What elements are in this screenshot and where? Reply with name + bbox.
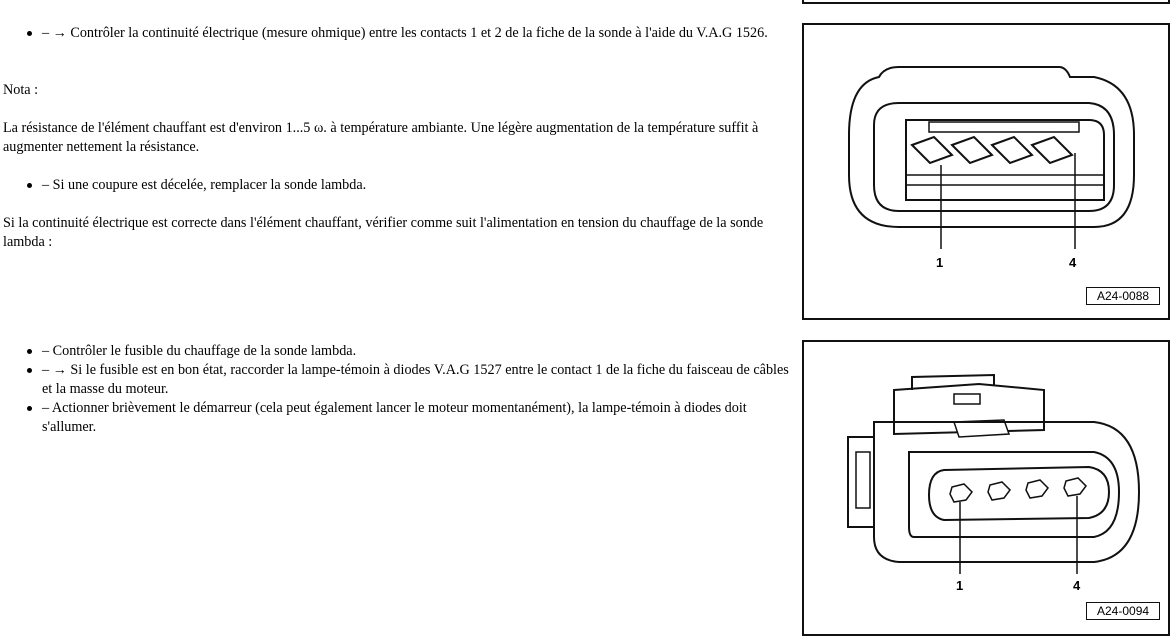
callout-contact-1: 1 xyxy=(956,578,964,593)
sensor-plug-drawing xyxy=(804,25,1168,318)
figure-sensor-plug xyxy=(802,23,1170,320)
list-item: – → Contrôler la continuité électrique (mesure ohmique) entre les contacts 1 et 2 de la fiche de la sonde à l'aide du V.A.G 1526. xyxy=(0,24,790,43)
break-found-list xyxy=(0,176,790,195)
callout-contact-1: 1 xyxy=(936,255,944,270)
list-item: – Si une coupure est décelée, remplacer la sonde lambda. xyxy=(0,176,790,195)
list-item: – Contrôler le fusible du chauffage de la sonde lambda. xyxy=(0,342,790,361)
callout-contact-4: 4 xyxy=(1073,578,1081,593)
nota-label: Nota : xyxy=(3,82,39,98)
list-item: – → Si le fusible est en bon état, raccorder la lampe-témoin à diodes V.A.G 1527 entre le contact 1 de la fiche du faisceau de câbles et la masse du moteur. xyxy=(0,361,790,399)
figure-harness-connector xyxy=(802,340,1170,636)
voltage-check-steps xyxy=(0,342,790,437)
callout-contact-4: 4 xyxy=(1069,255,1077,270)
harness-connector-drawing xyxy=(804,342,1168,634)
figure-code: A24-0088 xyxy=(1086,287,1160,305)
figure-code: A24-0094 xyxy=(1086,602,1160,620)
check-continuity-list xyxy=(0,24,790,43)
previous-figure-frame xyxy=(802,0,1170,4)
list-item: – Actionner brièvement le démarreur (cela peut également lancer le moteur momentanément), la lampe-témoin à diodes doit s'allumer. xyxy=(0,399,790,437)
nota-text: La résistance de l'élément chauffant est d'environ 1...5 ω. à température ambiante. Une légère augmentation de la température suffit à augmenter nettement la résistance. xyxy=(3,120,759,155)
continuity-paragraph: Si la continuité électrique est correcte dans l'élément chauffant, vérifier comme suit l'alimentation en tension du chauffage de la sonde lambda : xyxy=(3,215,764,250)
